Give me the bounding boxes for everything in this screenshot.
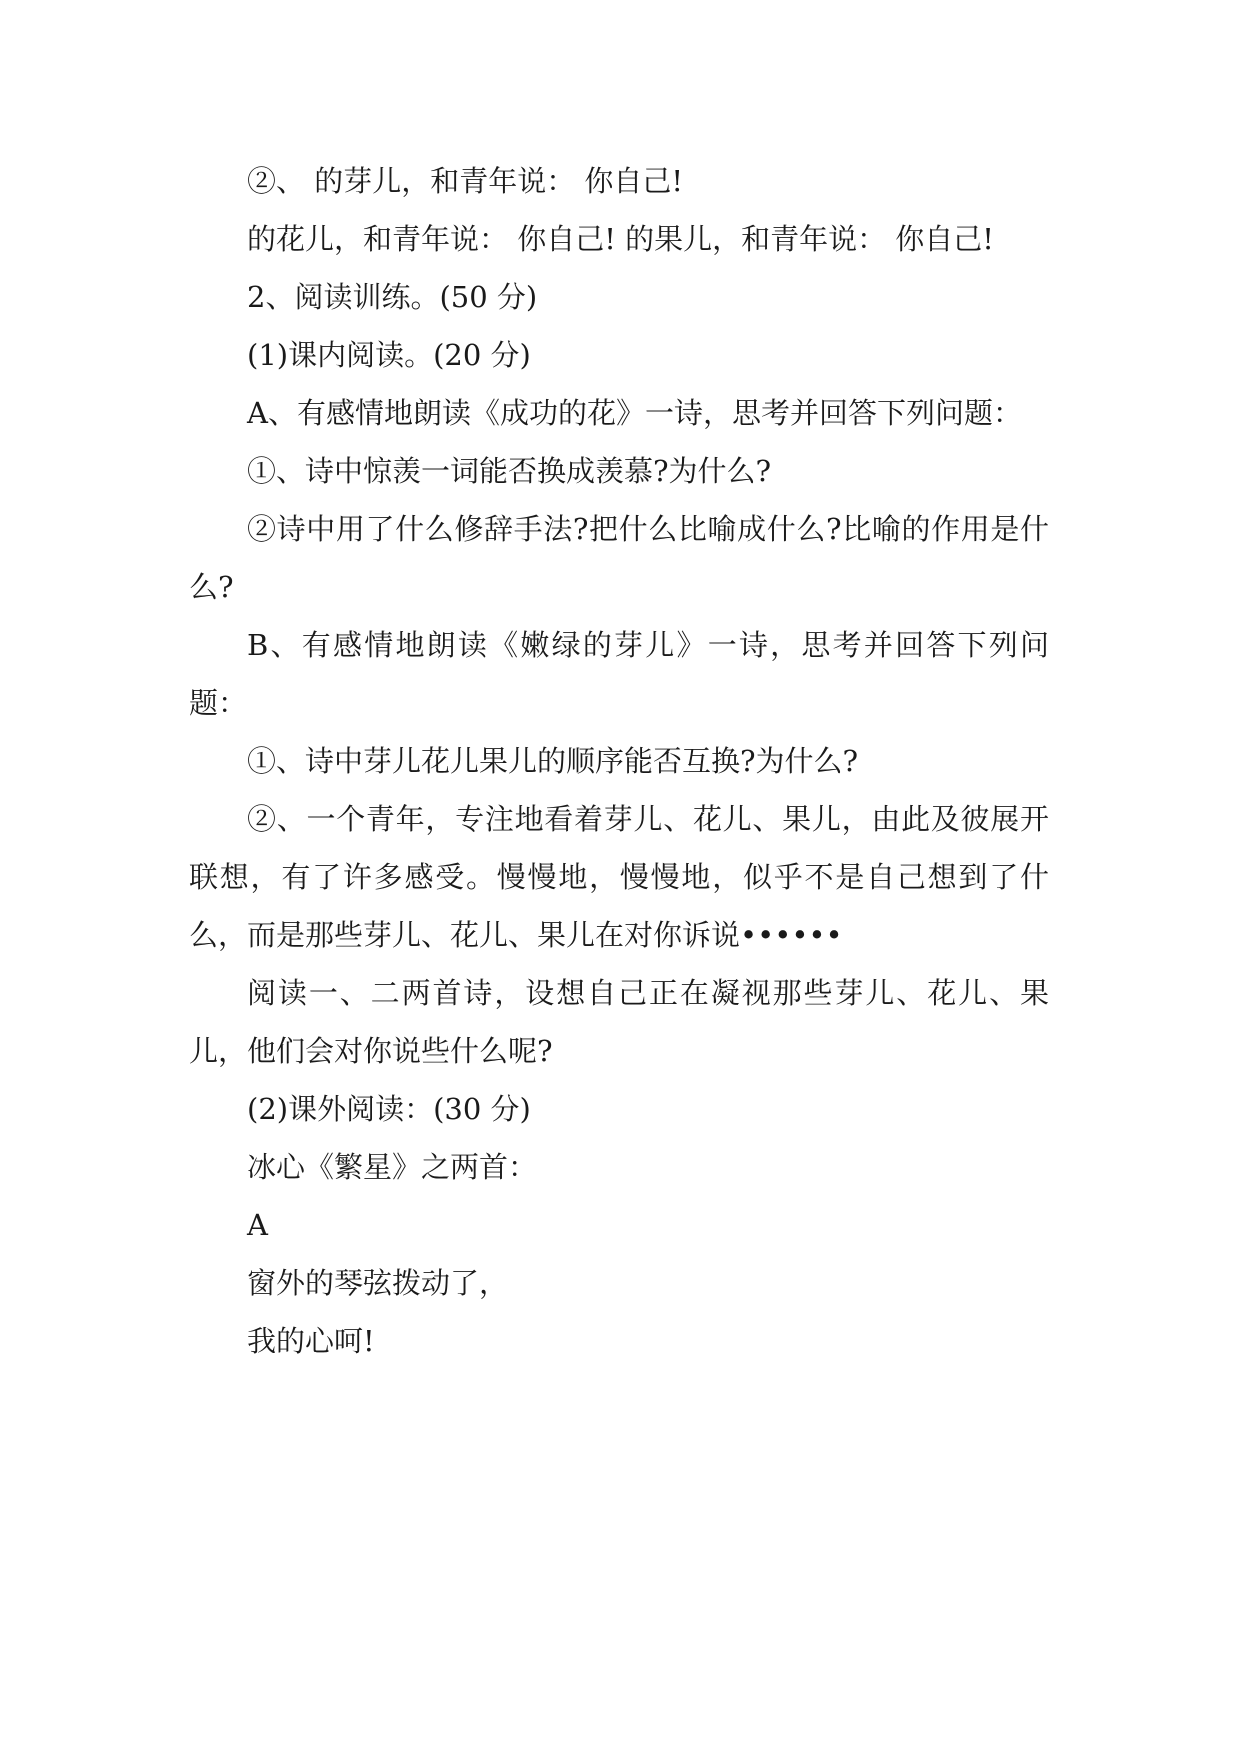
poem-line: 窗外的琴弦拨动了， [247,1266,509,1300]
question-item: ②、一个青年，专注地看着芽儿、花儿、果儿，由此及彼展开联想，有了许多感受。慢慢地，慢慢地，似乎不是自己想到了什么，而是那些芽儿、花儿、果儿在对你诉说•••••• [189,802,1049,952]
poem-line: 我的心呵! [247,1324,375,1358]
question: B、有感情地朗读《嫩绿的芽儿》一诗，思考并回答下列问题： [189,628,1049,720]
question-item: ①、诗中惊羡一词能否换成羡慕?为什么? [247,454,772,488]
poem-label: A [247,1208,268,1242]
question-item: ①、诗中芽儿花儿果儿的顺序能否互换?为什么? [247,744,859,778]
subsection-heading: (1)课内阅读。(20 分) [247,338,531,372]
poem-source: 冰心《繁星》之两首： [247,1150,538,1184]
paragraph: ②、 的芽儿，和青年说： 你自己! [247,164,684,198]
question-item: ②诗中用了什么修辞手法?把什么比喻成什么?比喻的作用是什么? [189,512,1049,604]
subsection-heading: (2)课外阅读：(30 分) [247,1092,531,1126]
section-heading: 2、阅读训练。(50 分) [247,280,538,314]
document-body [189,152,1049,1370]
paragraph: 阅读一、二两首诗，设想自己正在凝视那些芽儿、花儿、果儿，他们会对你说些什么呢? [189,976,1049,1068]
paragraph: 的花儿，和青年说： 你自己! 的果儿，和青年说： 你自己! [247,222,994,256]
question: A、有感情地朗读《成功的花》一诗，思考并回答下列问题： [247,396,1022,430]
